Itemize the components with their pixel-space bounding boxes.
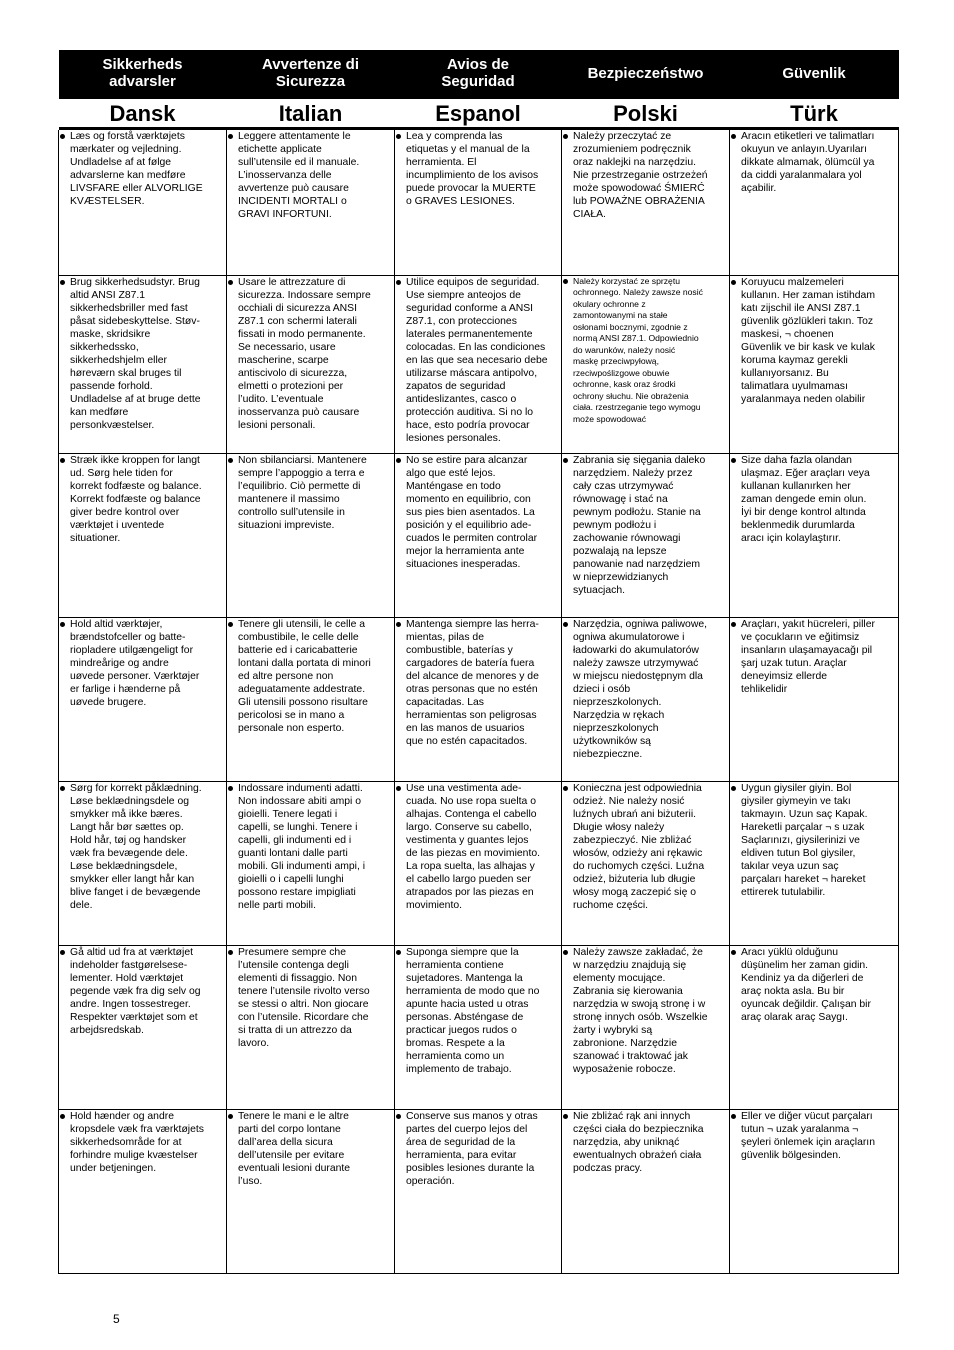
warning-text: Uygun giysiler giyin. Bol giysiler giymeyin ve takı takmayın. Uzun saç Kapak. Hareketli parçalar ¬ s uzak Saçlarınızı, giysilerinizi ve eldiven tutun Bol giysiler, takılar veya uzun saç parçaları hareket ¬ hareket ettirerek tutulabilir.	[741, 782, 868, 898]
warning-item	[562, 1110, 729, 1175]
warning-text: Koruyucu malzemeleri kullanın. Her zaman istihdam katı zijschil ile ANSI Z87.1 güvenlik gözlükleri takın. Toz maskesi, ¬ choenen Güvenlik ve bir kask ve kulak koruma kaymaz gerekli kullanıyorsanız. Bu talimatlara uyulmaması yaralanmaya neden olabilir	[741, 276, 875, 405]
warning-cell	[562, 130, 730, 275]
warning-cell	[59, 130, 227, 275]
bullet-icon	[563, 950, 568, 955]
column-language	[227, 96, 395, 130]
column-language	[59, 96, 227, 130]
warning-text: Indossare indumenti adatti. Non indossare abiti ampi o gioielli. Tenere legati i capelli, se lunghi. Tenere i capelli, gli indumenti ed i guanti lontani dalle parti mobili. Gli indumenti ampi, i gioielli o i capelli lunghi possono restare impigliati nelle parti mobili.	[238, 782, 366, 911]
bullet-icon	[228, 134, 233, 139]
warning-item	[395, 946, 561, 1076]
bullet-icon	[731, 950, 736, 955]
bullet-icon	[60, 622, 65, 627]
column-language	[395, 96, 562, 130]
warning-item	[59, 946, 226, 1037]
warning-cell	[562, 275, 730, 453]
bullet-icon	[396, 786, 401, 791]
warning-cell	[59, 453, 227, 617]
column-subtitle-text: Avvertenze di Sicurezza	[262, 56, 359, 90]
column-subtitle-text: Avios de Seguridad	[441, 56, 515, 90]
warning-cell	[227, 781, 395, 945]
bullet-icon	[731, 458, 736, 463]
warning-text: Araçları, yakıt hücreleri, piller ve çocukların ve eğitimsiz insanların ulaşamayacağı pil şarj uzak tutun. Araçlar deneyimsiz ellerde tehlikelidir	[741, 618, 875, 695]
warning-item	[730, 782, 898, 899]
bullet-icon	[563, 458, 568, 463]
warning-item	[395, 454, 561, 571]
warnings-body	[59, 130, 899, 1273]
warning-item	[562, 946, 729, 1076]
warning-item	[730, 946, 898, 1024]
warning-item	[562, 130, 729, 221]
warning-text: Eller ve diğer vücut parçaları tutun ¬ uzak yaralanma ¬ şeyleri önlemek için araçların güvenlik bölgesinden.	[741, 1110, 875, 1161]
warning-text: Należy korzystać ze sprzętu ochronnego. Należy zawsze nosić okulary ochronne z zamontowanymi na stałe osłonami bocznymi, zgodnie z normą ANSI Z87.1. Odpowiednio do warunków, należy nosić maskę przeciwpyłową, rzeciwpoślizgowe obuwie ochronne, kask oraz środki ochrony słuchu. Nie obrażenia ciała. rzestrzeganie tego wymogu może spowodować	[573, 275, 703, 424]
warning-cell	[730, 781, 899, 945]
warning-item	[59, 1110, 226, 1175]
header-language-row	[59, 96, 899, 130]
warning-cell	[59, 1109, 227, 1273]
warning-cell	[227, 945, 395, 1109]
warning-item	[562, 618, 729, 761]
warning-row	[59, 130, 899, 275]
warning-cell	[395, 945, 562, 1109]
column-subtitle	[730, 50, 899, 96]
warning-cell	[730, 617, 899, 781]
warning-cell	[395, 1109, 562, 1273]
warning-cell	[562, 1109, 730, 1273]
warning-item	[395, 130, 561, 208]
warning-cell	[227, 617, 395, 781]
warning-text: Aracın etiketleri ve talimatları okuyun ve anlayın.Uyarıları dikkate almamak, ölümcül ya da ciddi yaralanmalara yol açabilir.	[741, 131, 875, 194]
warning-item	[562, 782, 729, 912]
column-language	[730, 96, 899, 130]
warning-row	[59, 1109, 899, 1273]
warning-text: No se estire para alcanzar algo que esté lejos. Manténgase en todo momento en equilibrio, con sus pies bien asentados. La posición y el equilibrio ade- cuados le permiten controlar mejor la herramienta ante situaciones inesperadas.	[406, 454, 538, 570]
column-subtitle-text: Sikkerheds advarsler	[102, 56, 183, 90]
warning-cell	[730, 1109, 899, 1273]
warning-text: Hold altid værktøjer, brændstofceller og batte- riopladere utilgængeligt for mindreårige og andre uøvede personer. Værktøjer er farlige i hænderne på uøvede brugere.	[70, 618, 200, 708]
warning-cell	[395, 130, 562, 275]
warning-text: Presumere sempre che l’utensile contenga degli elementi di fissaggio. Non tenere l’utensile rivolto verso se stessi o altri. Non giocare con l’utensile. Ricordare che si tratta di un attrezzo da lavoro.	[238, 946, 370, 1049]
warning-row	[59, 945, 899, 1109]
bullet-icon	[60, 134, 65, 139]
bullet-icon	[228, 786, 233, 791]
language-label: Polski	[562, 99, 730, 127]
bullet-icon	[228, 622, 233, 627]
warning-cell	[227, 130, 395, 275]
column-subtitle	[227, 50, 395, 96]
warning-item	[227, 130, 394, 221]
bullet-icon	[396, 950, 401, 955]
warning-text: Tenere le mani e le altre parti del corpo lontane dall’area della sicura dell’utensile per evitare eventuali lesioni durante l’uso.	[238, 1110, 351, 1187]
bullet-icon	[60, 458, 65, 463]
warning-item	[227, 782, 394, 912]
warning-cell	[59, 617, 227, 781]
warning-cell	[562, 453, 730, 617]
warning-row	[59, 617, 899, 781]
warning-cell	[730, 130, 899, 275]
safety-warnings-table	[58, 50, 899, 1274]
warning-item	[395, 618, 561, 748]
bullet-icon	[563, 1114, 568, 1119]
warning-cell	[395, 453, 562, 617]
warning-cell	[227, 1109, 395, 1273]
bullet-icon	[228, 458, 233, 463]
warning-text: Use una vestimenta ade- cuada. No use ropa suelta o alhajas. Contenga el cabello largo. Conserve su cabello, vestimenta y guantes lejos de las piezas en movimiento. La ropa suelta, las alhajas y el cabello largo pueden ser atrapados por las piezas en movimiento.	[406, 782, 540, 911]
warning-item	[227, 618, 394, 735]
warning-row	[59, 453, 899, 617]
warning-cell	[59, 275, 227, 453]
warning-cell	[562, 945, 730, 1109]
warning-cell	[730, 275, 899, 453]
bullet-icon	[731, 786, 736, 791]
warning-item	[59, 276, 226, 432]
warning-cell	[59, 945, 227, 1109]
warning-item	[59, 130, 226, 208]
warning-cell	[227, 275, 395, 453]
bullet-icon	[396, 1114, 401, 1119]
language-label: Dansk	[59, 99, 227, 127]
warning-text: Utilice equipos de seguridad. Use siempre anteojos de seguridad conforme a ANSI Z87.1, con protecciones laterales permanentemente colocadas. En las condiciones en las que sea necesario debe utilizarse máscara antipolvo, zapatos de seguridad antideslizantes, casco o protección auditiva. Si no lo hace, esto podría provocar lesiones personales.	[406, 276, 548, 444]
warning-text: Gå altid ud fra at værktøjet indeholder fastgørelsese- lementer. Hold værktøjet pegende væk fra dig selv og andre. Ingen tossestreger. Respekter værktøjet som et arbejdsredskab.	[70, 946, 201, 1036]
language-label: Italian	[227, 99, 395, 127]
column-language	[562, 96, 730, 130]
warning-row	[59, 781, 899, 945]
warning-item	[227, 276, 394, 432]
bullet-icon	[60, 280, 65, 285]
warning-text: Sørg for korrekt påklædning. Løse beklædningsdele og smykker må ikke bæres. Langt hår bør sættes op. Hold hår, tøj og handsker væk fra bevægende dele. Løse beklædningsdele, smykker eller langt hår kan blive fanget i de bevægende dele.	[70, 782, 202, 911]
bullet-icon	[228, 1114, 233, 1119]
language-label: Türk	[730, 99, 899, 127]
warning-text: Non sbilanciarsi. Mantenere sempre l’appoggio a terra e l’equilibrio. Ciò permette di mantenere il massimo controllo sull’utensile in situazioni impreviste.	[238, 454, 367, 531]
bullet-icon	[60, 1114, 65, 1119]
warning-text: Nie zbliżać rąk ani innych części ciała do bezpiecznika narzędzia, aby uniknąć ewentualnych obrażeń ciała podczas pracy.	[573, 1110, 704, 1174]
warning-text: Stræk ikke kroppen for langt ud. Sørg hele tiden for korrekt fodfæste og balance. Korrekt fodfæste og balance giver bedre kontrol over værktøjet i uventede situationer.	[70, 454, 202, 544]
warning-item	[59, 782, 226, 912]
warning-text: Aracı yüklü olduğunu düşünelim her zaman gidin. Kendiniz ya da diğerleri de araç nokta asla. Bu bir oyuncak değildir. Çalışan bir araç olarak araç Saygı.	[741, 946, 871, 1023]
page-number: 5	[113, 1312, 120, 1326]
bullet-icon	[60, 950, 65, 955]
warning-item	[562, 276, 729, 426]
warning-text: Conserve sus manos y otras partes del cuerpo lejos del área de seguridad de la herramienta, para evitar posibles lesiones durante la operación.	[406, 1110, 538, 1187]
warning-text: Usare le attrezzature di sicurezza. Indossare sempre occhiali di sicurezza ANSI Z87.1 con schermi laterali fissati in modo permanente. Se necessario, usare mascherine, scarpe antiscivolo di sicurezza, elmetti o protezioni per l’udito. L’eventuale inosservanza può causare lesioni personali.	[238, 276, 371, 431]
bullet-icon	[396, 134, 401, 139]
bullet-icon	[731, 280, 736, 285]
warning-text: Należy przeczytać ze zrozumieniem podręcznik oraz naklejki na narzędziu. Nie przestrzeganie ostrzeżeń może spowodować ŚMIERĆ lub POWAŻNE OBRAŻENIA CIAŁA.	[573, 131, 708, 220]
language-label: Espanol	[395, 99, 562, 127]
column-subtitle-text: Bezpieczeństwo	[587, 64, 704, 82]
warning-cell	[730, 945, 899, 1109]
warning-text: Mantenga siempre las herra- mientas, pilas de combustible, baterías y cargadores de batería fuera del alcance de menores y de otras personas que no estén capacitadas. Las herramientas son peligrosas en las manos de usuarios que no estén capacitados.	[406, 618, 539, 747]
warning-text: Size daha fazla olandan ulaşmaz. Eğer araçları veya kullanan kullanırken her zaman dengede emin olun. İyi bir denge kontrol altında beklenmedik durumlarda aracı için kolaylaştırır.	[741, 454, 870, 544]
warning-text: Konieczna jest odpowiednia odzież. Nie należy nosić luźnych ubrań ani biżuterii. Długie włosy należy zabezpieczyć. Nie zbliżać włosów, odzieży ani rękawic do ruchomych części. Luźna odzież, biżuteria lub długie włosy mogą zaczepić się o ruchome części.	[573, 782, 705, 911]
column-subtitle	[59, 50, 227, 96]
warning-row	[59, 275, 899, 453]
warning-item	[730, 1110, 898, 1162]
warning-cell	[562, 781, 730, 945]
warning-text: Leggere attentamente le etichette applicate sull’utensile ed il manuale. L’inosservanza delle avvertenze può causare INCIDENTI MORTALI o GRAVI INFORTUNI.	[238, 131, 360, 220]
bullet-icon	[396, 622, 401, 627]
warning-text: Tenere gli utensili, le celle a combustibile, le celle delle batterie ed i caricabatterie lontani dalla portata di minori ed altre persone non adeguatamente addestrate. Gli utensili possono risultare pericolosi se in mano a personale non esperto.	[238, 618, 371, 734]
column-subtitle-text: Güvenlik	[782, 64, 846, 82]
warning-item	[730, 618, 898, 696]
warning-text: Brug sikkerhedsudstyr. Brug altid ANSI Z87.1 sikkerhedsbriller med fast påsat sidebeskyttelse. Støv- maske, skridsikre sikkerhedssko, sikkerhedshjelm eller høreværn skal bruges til passende forhold. Undladelse af at bruge dette kan medføre personkvæstelser.	[70, 276, 201, 431]
bullet-icon	[563, 134, 568, 139]
bullet-icon	[563, 622, 568, 627]
warning-item	[730, 276, 898, 406]
header-subtitle-row	[59, 50, 899, 96]
bullet-icon	[563, 786, 568, 791]
warning-cell	[730, 453, 899, 617]
warning-item	[562, 454, 729, 597]
warning-cell	[59, 781, 227, 945]
warning-cell	[227, 453, 395, 617]
warning-item	[59, 618, 226, 709]
warning-text: Suponga siempre que la herramienta contiene sujetadores. Mantenga la herramienta de modo que no apunte hacia usted u otras personas. Absténgase de practicar juegos rudos o bromas. Respete a la herramienta como un implemento de trabajo.	[406, 946, 540, 1075]
warning-item	[59, 454, 226, 545]
warning-cell	[395, 275, 562, 453]
warning-text: Lea y comprenda las etiquetas y el manual de la herramienta. El incumplimiento de los avisos puede provocar la MUERTE o GRAVES LESIONES.	[406, 131, 539, 207]
warning-item	[730, 130, 898, 195]
bullet-icon	[228, 280, 233, 285]
warning-item	[227, 1110, 394, 1188]
warning-item	[227, 454, 394, 532]
warning-text: Narzędzia, ogniwa paliwowe, ogniwa akumulatorowe i ładowarki do akumulatorów należy zawsze utrzymywać w miejscu niedostępnym dla dzieci i osób nieprzeszkolonych. Narzędzia w rękach nieprzeszkolonych użytkowników są niebezpieczne.	[573, 618, 707, 760]
warning-item	[395, 1110, 561, 1188]
bullet-icon	[396, 458, 401, 463]
bullet-icon	[60, 786, 65, 791]
warning-item	[227, 946, 394, 1050]
warning-cell	[395, 617, 562, 781]
bullet-icon	[731, 1114, 736, 1119]
column-subtitle	[395, 50, 562, 96]
warning-text: Zabrania się sięgania daleko narzędziem. Należy przez cały czas utrzymywać równowagę i stać na pewnym podłożu. Stanie na pewnym podłożu i zachowanie równowagi pozwalają na lepsze panowanie nad narzędziem w nieprzewidzianych sytuacjach.	[573, 454, 706, 596]
column-subtitle	[562, 50, 730, 96]
warning-item	[730, 454, 898, 545]
warning-item	[395, 782, 561, 912]
bullet-icon	[396, 280, 401, 285]
warning-text: Hold hænder og andre kropsdele væk fra værktøjets sikkerhedsområde for at forhindre mulige kvæstelser under betjeningen.	[70, 1110, 204, 1174]
bullet-icon	[731, 134, 736, 139]
warning-text: Należy zawsze zakładać, że w narzędziu znajdują się elementy mocujące. Zabrania się kierowania narzędzia w swoją stronę i w stronę innych osób. Wszelkie żarty i wybryki są zabronione. Narzędzie szanować i traktować jak wyposażenie robocze.	[573, 946, 708, 1075]
warning-text: Læs og forstå værktøjets mærkater og vejledning. Undladelse af at følge advarslerne kan medføre LIVSFARE eller ALVORLIGE KVÆSTELSER.	[70, 131, 203, 207]
warning-item	[395, 276, 561, 445]
bullet-icon	[563, 279, 568, 284]
warning-cell	[562, 617, 730, 781]
bullet-icon	[228, 950, 233, 955]
warning-cell	[395, 781, 562, 945]
bullet-icon	[731, 622, 736, 627]
